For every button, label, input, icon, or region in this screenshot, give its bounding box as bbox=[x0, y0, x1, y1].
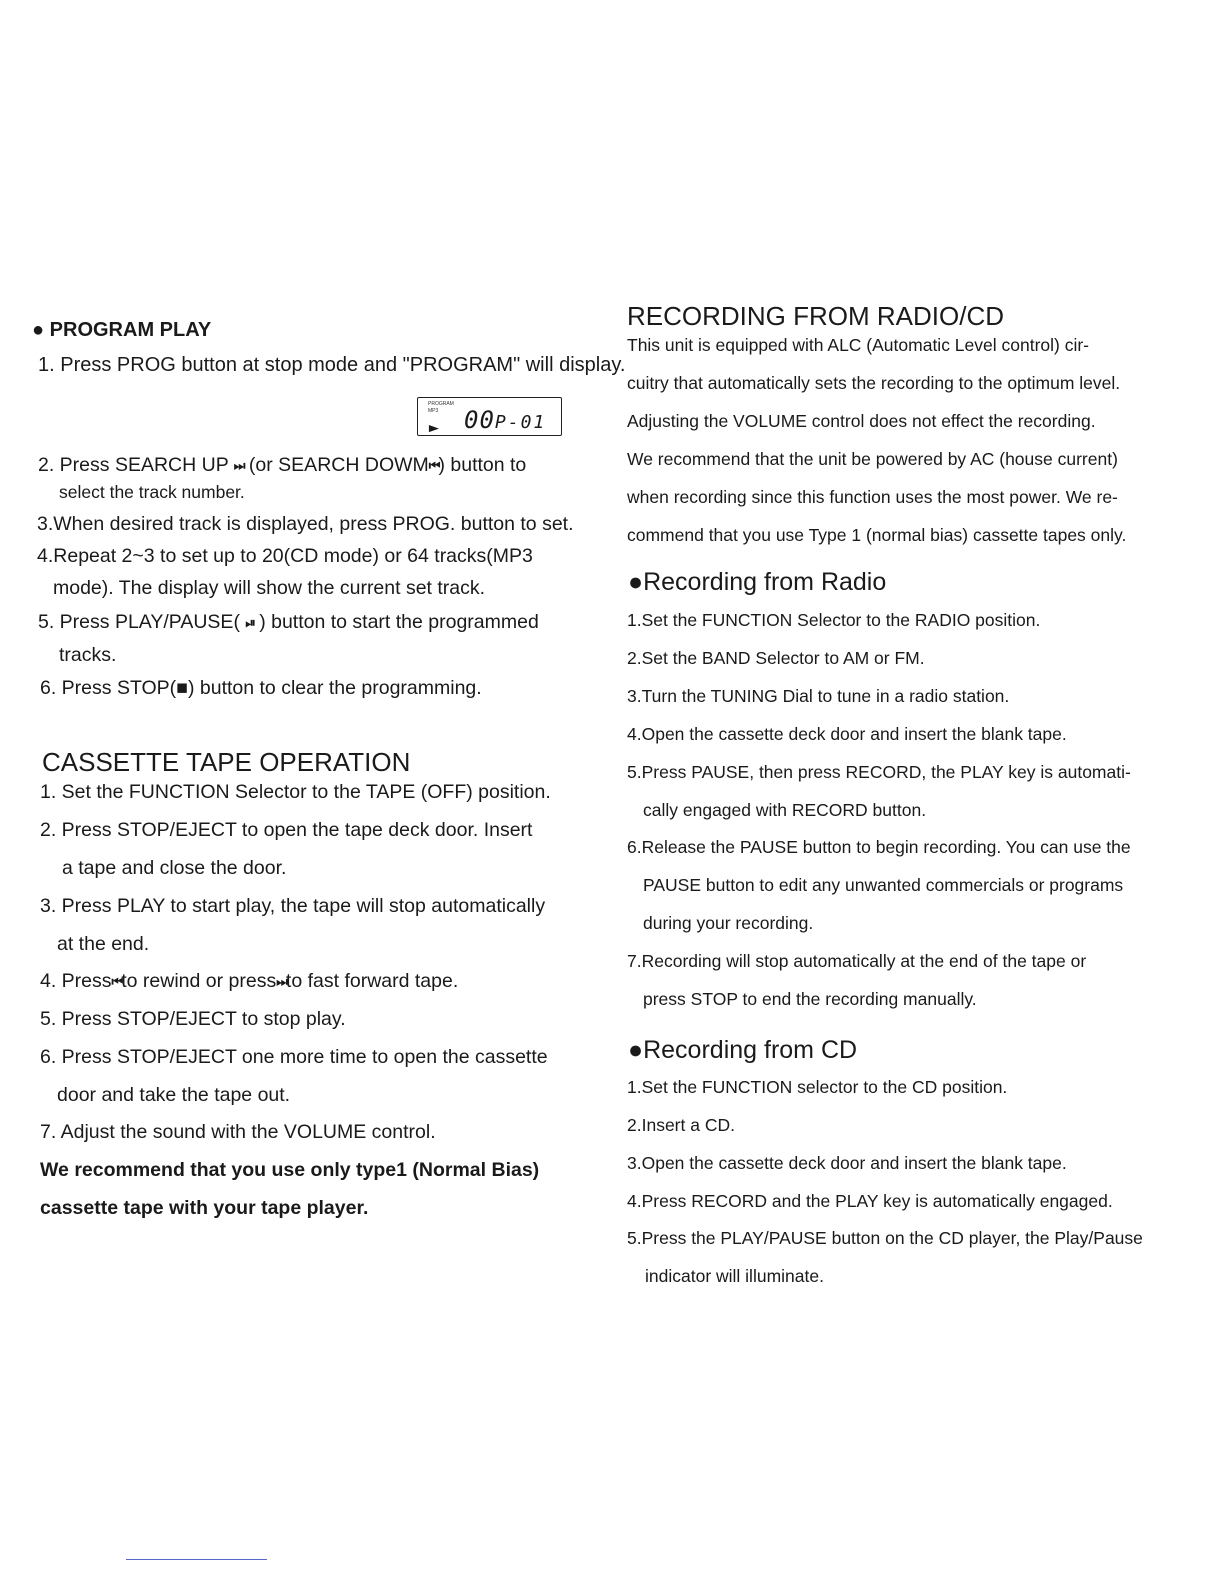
skip-next-icon: ⏭ bbox=[233, 458, 244, 473]
footer-rule bbox=[126, 1559, 267, 1560]
cassette-step-7: 7. Adjust the sound with the VOLUME control. bbox=[40, 1121, 436, 1143]
program-step-6: 6. Press STOP(■) button to clear the programming. bbox=[40, 677, 482, 699]
cassette-step-4: 4. Press⏮to rewind or press⏭to fast forward tape. bbox=[40, 970, 459, 992]
rewind-icon: ⏮ bbox=[111, 974, 122, 989]
cassette-step-6: 6. Press STOP/EJECT one more time to open the cassette bbox=[40, 1046, 548, 1068]
recording-intro-line: Adjusting the VOLUME control does not effect the recording. bbox=[627, 411, 1096, 431]
radio-step: 3.Turn the TUNING Dial to tune in a radio station. bbox=[627, 686, 1010, 706]
radio-step: 7.Recording will stop automatically at the end of the tape or bbox=[627, 951, 1087, 971]
lcd-program-label: PROGRAM bbox=[428, 401, 454, 407]
recording-intro-line: commend that you use Type 1 (normal bias) cassette tapes only. bbox=[627, 525, 1127, 545]
cassette-step-3: 3. Press PLAY to start play, the tape will stop automatically bbox=[40, 895, 546, 917]
program-step-4: 4.Repeat 2~3 to set up to 20(CD mode) or 64 tracks(MP3 bbox=[37, 545, 533, 567]
radio-step: 4.Open the cassette deck door and insert the blank tape. bbox=[627, 724, 1067, 744]
cassette-step-2: 2. Press STOP/EJECT to open the tape deck door. Insert bbox=[40, 819, 533, 841]
bullet: ● bbox=[32, 319, 45, 341]
cd-step: 4.Press RECORD and the PLAY key is automatically engaged. bbox=[627, 1191, 1113, 1211]
cassette-step-2-cont: a tape and close the door. bbox=[62, 857, 287, 879]
play-arrow-icon: ► bbox=[425, 421, 443, 435]
cd-step: 3.Open the cassette deck door and insert the blank tape. bbox=[627, 1153, 1067, 1173]
skip-prev-icon: ⏮ bbox=[428, 458, 439, 473]
program-play-heading: ● PROGRAM PLAY bbox=[32, 319, 212, 341]
recording-intro-line: We recommend that the unit be powered by AC (house current) bbox=[627, 449, 1118, 469]
radio-step: 2.Set the BAND Selector to AM or FM. bbox=[627, 648, 925, 668]
cassette-note-cont: cassette tape with your tape player. bbox=[40, 1197, 369, 1219]
cd-subheading: ●Recording from CD bbox=[628, 1036, 858, 1064]
radio-step-cont: cally engaged with RECORD button. bbox=[643, 800, 927, 820]
program-step-5: 5. Press PLAY/PAUSE( ⏯ ) button to start the programmed bbox=[38, 611, 539, 633]
recording-heading: RECORDING FROM RADIO/CD bbox=[627, 301, 1004, 331]
recording-intro-line: This unit is equipped with ALC (Automatic Level control) cir- bbox=[627, 335, 1090, 355]
radio-step-cont: PAUSE button to edit any unwanted commercials or programs bbox=[643, 875, 1124, 895]
recording-intro-line: cuitry that automatically sets the recording to the optimum level. bbox=[627, 373, 1121, 393]
cd-step: 1.Set the FUNCTION selector to the CD position. bbox=[627, 1077, 1008, 1097]
stop-icon: ■ bbox=[176, 677, 188, 699]
cassette-step-3-cont: at the end. bbox=[57, 933, 150, 955]
recording-intro-line: when recording since this function uses the most power. We re- bbox=[627, 487, 1118, 507]
program-step-5-cont: tracks. bbox=[59, 644, 117, 666]
cassette-heading: CASSETTE TAPE OPERATION bbox=[42, 747, 411, 777]
lcd-display bbox=[417, 397, 562, 436]
lcd-segment-readout: 00P-01 bbox=[464, 406, 547, 434]
cd-step: 5.Press the PLAY/PAUSE button on the CD player, the Play/Pause bbox=[627, 1228, 1143, 1248]
program-step-2: 2. Press SEARCH UP ⏭ (or SEARCH DOWM⏮) button to bbox=[38, 454, 527, 476]
cd-step: 2.Insert a CD. bbox=[627, 1115, 735, 1135]
program-step-3: 3.When desired track is displayed, press PROG. button to set. bbox=[37, 513, 574, 535]
cd-step-cont: indicator will illuminate. bbox=[645, 1266, 824, 1286]
cassette-step-5: 5. Press STOP/EJECT to stop play. bbox=[40, 1008, 346, 1030]
radio-subheading: ●Recording from Radio bbox=[628, 568, 887, 596]
radio-step-cont: press STOP to end the recording manually. bbox=[643, 989, 977, 1009]
cassette-step-6-cont: door and take the tape out. bbox=[57, 1084, 291, 1106]
fast-forward-icon: ⏭ bbox=[276, 974, 286, 989]
cassette-step-1: 1. Set the FUNCTION Selector to the TAPE (OFF) position. bbox=[40, 781, 551, 803]
lcd-mp3-label: MP3 bbox=[428, 408, 439, 414]
cassette-note: We recommend that you use only type1 (Normal Bias) bbox=[40, 1159, 540, 1181]
radio-step: 1.Set the FUNCTION Selector to the RADIO position. bbox=[627, 610, 1041, 630]
radio-step-cont: during your recording. bbox=[643, 913, 814, 933]
program-step-2-cont: select the track number. bbox=[59, 482, 245, 502]
radio-step: 6.Release the PAUSE button to begin recording. You can use the bbox=[627, 837, 1131, 857]
program-step-4-cont: mode). The display will show the current set track. bbox=[53, 577, 486, 599]
play-pause-icon: ⏯ bbox=[245, 615, 254, 630]
radio-step: 5.Press PAUSE, then press RECORD, the PLAY key is automati- bbox=[627, 762, 1131, 782]
program-step-1: 1. Press PROG button at stop mode and "PROGRAM" will display. bbox=[38, 354, 626, 376]
